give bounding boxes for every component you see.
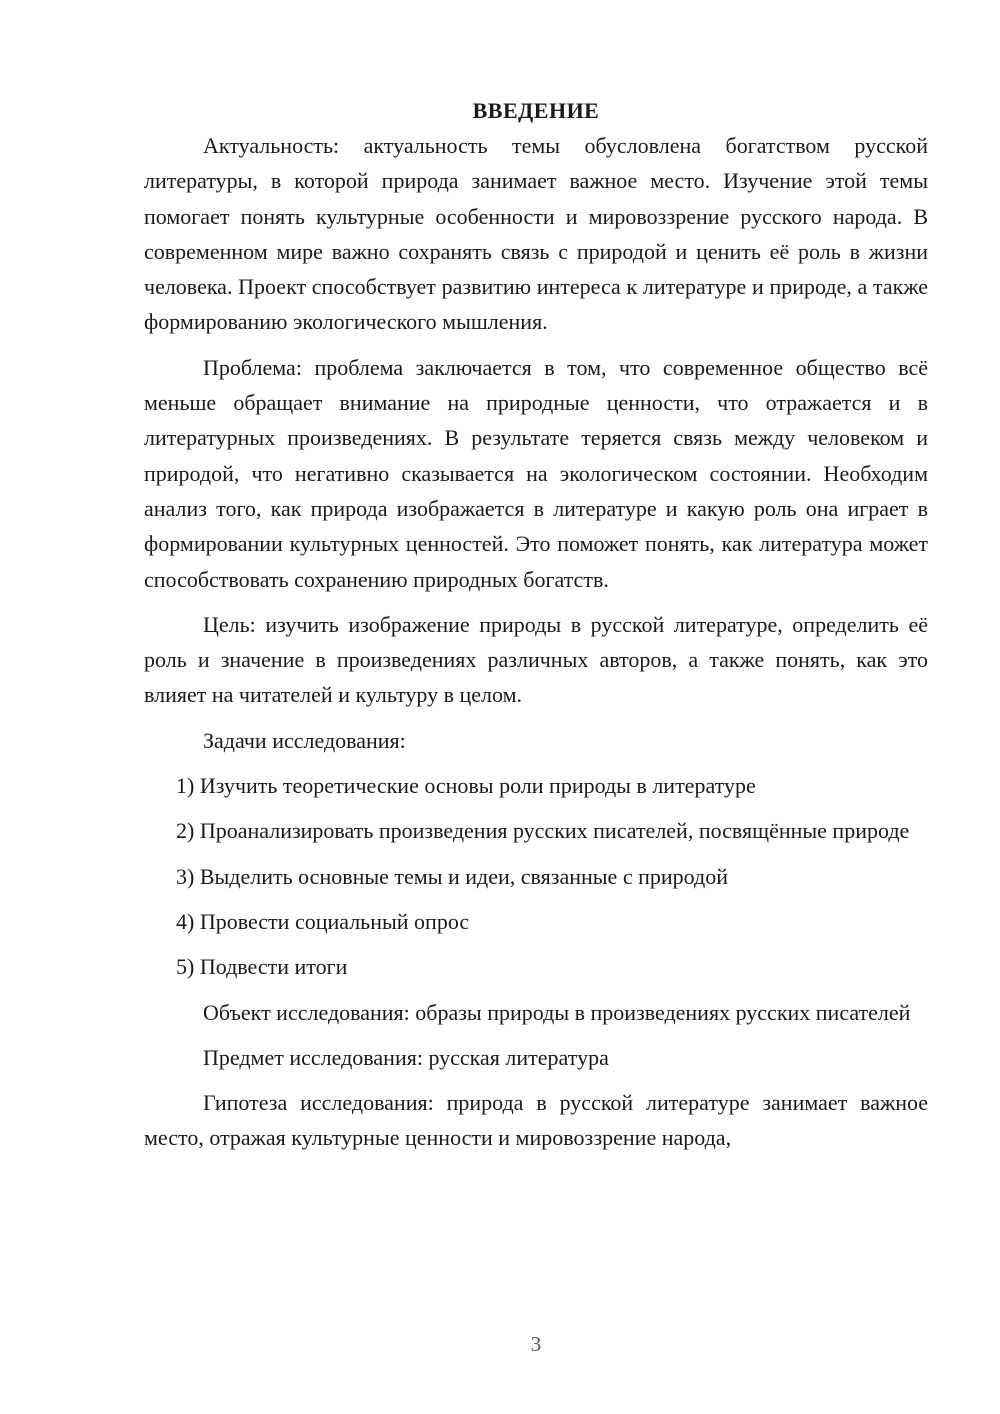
task-item-5: 5) Подвести итоги [176,954,348,980]
task-item-2: 2) Проанализировать произведения русских писателей, посвящённые природе [176,818,910,844]
relevance-paragraph: Актуальность: актуальность темы обусловлена богатством русской литературы, в которой природа занимает важное место. Изучение этой темы помогает понять культурные особенности и мировоззрение русского народа. В современном мире важно сохранять связь с природой и ценить её роль в жизни человека. Проект способствует развитию интереса к литературе и природе, а также формированию экологического мышления. [144,133,928,335]
tasks-title: Задачи исследования: [203,727,406,753]
section-heading: ВВЕДЕНИЕ [472,98,600,123]
goal-paragraph: Цель: изучить изображение природы в русской литературе, определить её роль и значение в произведениях различных авторов, а также понять, как это влияет на читателей и культуру в целом. [144,611,928,708]
object-paragraph: Объект исследования: образы природы в произведениях русских писателей [203,999,911,1025]
subject-paragraph: Предмет исследования: русская литература [203,1044,609,1070]
page-number: 3 [530,1332,542,1356]
hypothesis-paragraph: Гипотеза исследования: природа в русской литературе занимает важное место, отражая культурные ценности и мировоззрение народа, [144,1090,928,1151]
task-item-4: 4) Провести социальный опрос [176,908,470,934]
task-item-3: 3) Выделить основные темы и идеи, связанные с природой [176,863,728,889]
problem-paragraph: Проблема: проблема заключается в том, что современное общество всё меньше обращает внимание на природные ценности, что отражается и в литературных произведениях. В результате теряется связь между человеком и природой, что негативно сказывается на экологическом состоянии. Необходим анализ того, как природа изображается в литературе и какую роль она играет в формировании культурных ценностей. Это поможет понять, как литература может способствовать сохранению природных богатств. [144,354,928,592]
document-page [144,93,928,1166]
task-item-1: 1) Изучить теоретические основы роли природы в литературе [176,773,756,799]
